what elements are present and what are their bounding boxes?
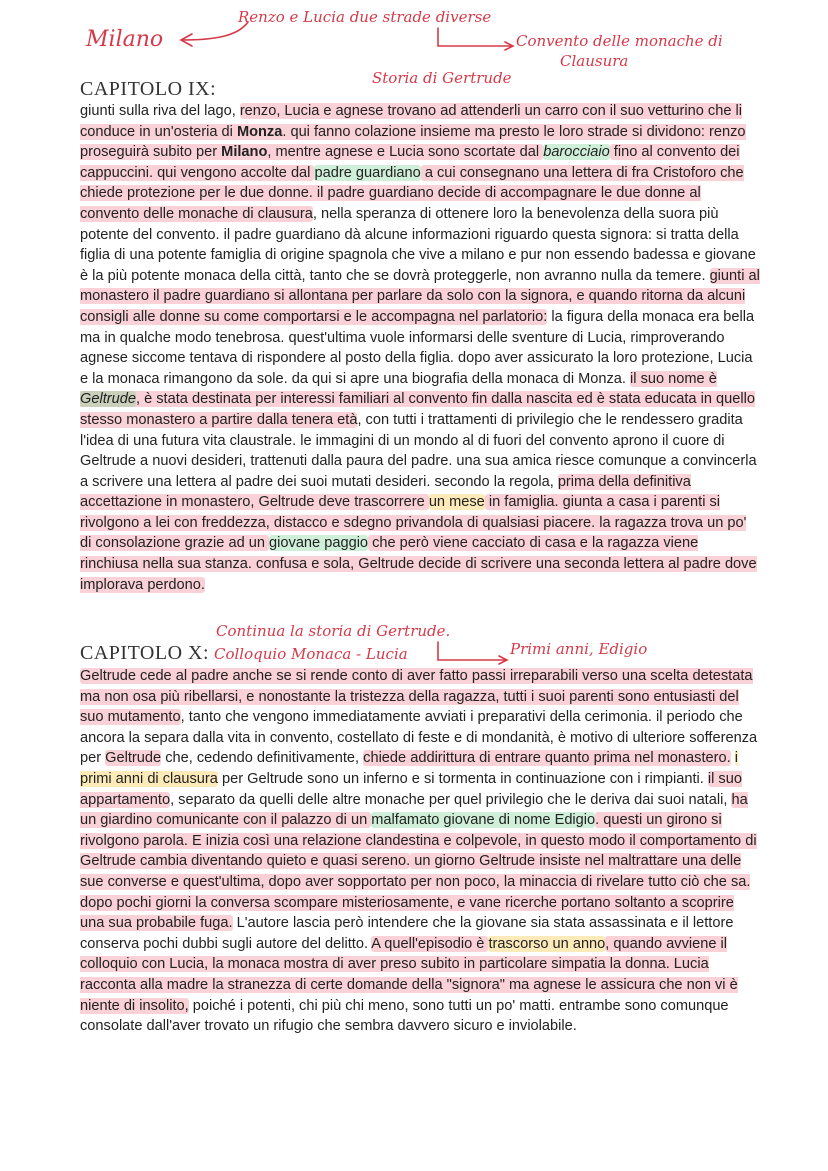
annotation-convento-line2: Clausura xyxy=(560,52,629,70)
highlight-green: barocciaio xyxy=(543,144,610,161)
highlight-green: giovane paggio xyxy=(269,535,369,552)
highlight-yellow: trascorso un anno xyxy=(488,935,606,952)
text-segment: , è stata destinata per interessi familiari al convento fin dalla nascita ed è stata educata in quello stesso monastero a partire dalla tenera età xyxy=(80,391,755,428)
text-bold: Milano xyxy=(221,144,268,161)
annotation-convento-line1: Convento delle monache di xyxy=(516,32,723,50)
highlight-red: , quando avviene il colloquio con Lucia, la monaca mostra di aver preso subito in particolare simpatia la donna. Lucia racconta alla madre la stranezza di certe domande della "signora" ma agnese le assicura che non vi è niente di insolito, xyxy=(80,935,738,1014)
highlight-red: A quell'episodio è xyxy=(371,935,489,952)
text-segment: , con tutti i trattamenti di privilegio che le rendessero gradita l'idea di una futura vita claustrale. le immagini di un mondo al di fuori del convento aprono il cuore di Geltrude a nuovi desideri, trattenuti dalla paura del padre. una sua amica riesce comunque a convincerla a scrivere una lettera al padre dei suoi mutati desideri. secondo la regola, xyxy=(80,411,757,490)
highlight-red: che però viene cacciato di casa e la ragazza viene rinchiusa nella sua stanza. confusa e sola, Geltrude decide di scrivere una seconda lettera al padre dove implorava perdono. xyxy=(80,535,757,593)
text-segment: poiché i potenti, chi più chi meno, sono tutti un po' matti. entrambe sono comunque consolate dall'aver trovato un rifugio che sembra davvero sicuro e inviolabile. xyxy=(80,997,729,1035)
highlight-yellow: i primi anni di clausura xyxy=(80,750,738,787)
highlight-yellow: un mese xyxy=(428,494,485,511)
annotation-primi-anni: Primi anni, Edigio xyxy=(510,640,648,658)
annotation-continua: Continua la storia di Gertrude. xyxy=(216,622,451,640)
text-segment: , nella speranza di ottenere loro la benevolenza della suora più potente del convento. il padre guardiano dà alcune informazioni riguardo questa signora: si tratta della figlia di una potente famiglia di origine spagnola che vive a milano e pur non essendo badessa e giovane è la più potente monaca della città, tanto che se dovrà proteggerle, non avranno nulla da temere. xyxy=(80,205,756,284)
arrow-primi-anni-icon xyxy=(438,642,507,664)
highlight-red: fino al convento dei cappuccini. qui vengono accolte dal xyxy=(80,144,740,181)
arrow-convento-icon xyxy=(438,28,513,50)
annotation-colloquio: Colloquio Monaca - Lucia xyxy=(214,645,408,663)
chapter-9-paragraph xyxy=(80,101,760,595)
highlight-red: un giorno Geltrude insiste nel maltrattare una delle sue converse e quest'ultima, dopo aver sopportato per non poco, la minaccia di rivelare tutto ciò che sa. dopo pochi giorni la conversa scompare misteriosamente, e vane ricerche portano soltanto a scoprire una sua probabile fuga. xyxy=(80,853,751,932)
annotation-milano: Milano xyxy=(86,27,164,52)
highlight-red: il suo appartamento xyxy=(80,770,742,808)
highlight-green: padre guardiano xyxy=(314,164,421,181)
text-segment: L'autore lascia però intendere che la giovane sia stata assassinata e il lettore conserva pochi dubbi sugli autore del delitto. xyxy=(80,915,734,952)
text-segment: renzo, Lucia e agnese trovano ad attenderli un carro con il suo vetturino che li conduce in un'osteria di xyxy=(80,103,742,140)
text-segment: giunti sulla riva del lago, xyxy=(80,103,240,119)
annotation-renzo-lucia: Renzo e Lucia due strade diverse xyxy=(238,8,492,26)
highlight-red: prima della definitiva accettazione in monastero, Geltrude deve trascorrere xyxy=(80,473,691,511)
text-segment: la figura della monaca era bella ma in qualche modo tenebrosa. quest'ultima vuole informarsi delle sventure di Lucia, rimproverando agnese siccome tentava di rispondere al posto della figlia. dopo aver assicurato la loro protezione, Lucia e la monaca rimangono da sole. da qui si apre una biografia della monaca di Monza. xyxy=(80,308,755,387)
highlight-red: giunti al monastero il padre guardiano si allontana per parlare da solo con la signora, e quando ritorna da alcuni consigli alle donne su come comportarsi e le accompagna nel parlatorio: xyxy=(80,267,760,325)
highlight-red: ha un giardino comunicante con il palazzo di un xyxy=(80,791,748,829)
text-segment: il suo nome è xyxy=(630,370,717,387)
text-segment: per Geltrude sono un inferno e si tormenta in continuazione con i rimpianti. xyxy=(217,770,708,787)
chapter-10-paragraph xyxy=(80,666,760,1037)
highlight-red: . questi un girono si rivolgono parola. E inizia così una relazione clandestina e colpevole, in questo modo il comportamento di Geltrude cambia diventando quieto e quasi sereno. xyxy=(80,812,757,870)
text-segment: , mentre agnese e Lucia sono scortate dal xyxy=(267,144,544,161)
highlight-red: a cui consegnano una lettera di fra Cristoforo che chiede protezione per le due donne. il padre guardiano decide di accompagnare le due donne al convento delle monache di clausura xyxy=(80,164,744,222)
text-segment: che, cedendo definitivamente, xyxy=(161,750,364,767)
text-segment: , tanto che vengono immediatamente avviati i preparativi della cerimonia. il periodo che ancora la separa dalla vita in convento, costellato di feste e di mondanità, è motivo di ulteriore sofferenza per xyxy=(80,709,758,767)
highlight-red: chiede addirittura di entrare quanto prima nel monastero. xyxy=(363,750,731,767)
text-segment: . qui fanno colazione insieme ma presto le loro strade si dividono: renzo proseguirà subito per xyxy=(80,123,746,161)
chapter-10-heading: CAPITOLO X: xyxy=(80,642,210,664)
highlight-red: Geltrude xyxy=(105,750,162,767)
highlight-red: in famiglia. giunta a casa i parenti si rivolgono a lei con freddezza, distacco e sdegno privandola di qualsiasi piacere. la ragazza trova un po' di consolazione grazie ad un xyxy=(80,494,747,552)
highlight-green: Geltrude xyxy=(80,391,136,408)
highlight-green: malfamato giovane di nome Edigio xyxy=(371,812,596,829)
annotation-storia-gertrude: Storia di Gertrude xyxy=(372,69,512,87)
chapter-9-heading: CAPITOLO IX: xyxy=(80,78,217,100)
highlight-red: Geltrude cede al padre anche se si rende conto di aver fatto passi irreparabili verso una scelta detestata ma non osa più ribellarsi, e nonostante la tristezza della ragazza, tutti i suoi parenti sono entusiasti del suo mutamento xyxy=(80,668,753,726)
text-segment: , separato da quelli delle altre monache per quel privilegio che le deriva dai suoi natali, xyxy=(170,791,732,808)
text-bold: Monza xyxy=(236,123,283,140)
